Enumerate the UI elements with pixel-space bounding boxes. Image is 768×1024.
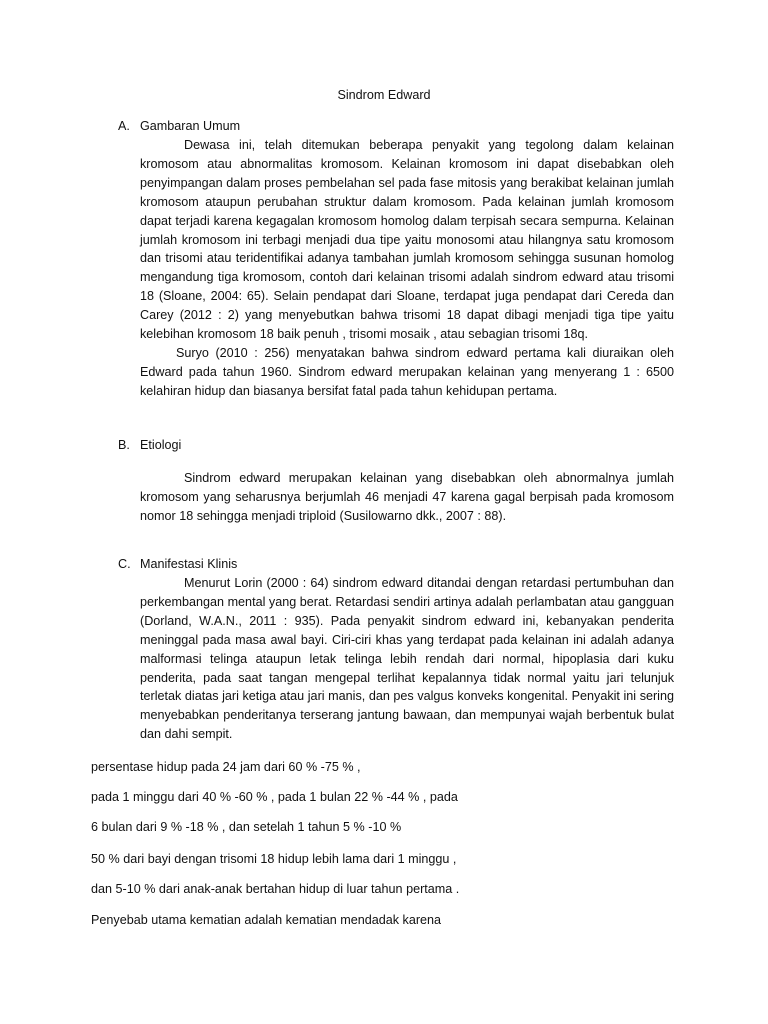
section-gambaran-umum (118, 117, 678, 401)
paragraph: Suryo (2010 : 256) menyatakan bahwa sindrom edward pertama kali diuraikan oleh Edward pada tahun 1960. Sindrom edward merupakan kelainan yang menyerang 1 : 6500 kelahiran hidup dan biasanya bersifat fatal pada tahun kehidupan pertama. (140, 345, 674, 398)
section-body (140, 574, 674, 744)
paragraph: Dewasa ini, telah ditemukan beberapa penyakit yang tegolong dalam kelainan kromosom atau abnormalitas kromosom. Kelainan kromosom ini dapat disebabkan oleh penyimpangan dalam proses pembelahan sel pada fase mitosis yang berakibat kelainan jumlah kromosom ataupun perubahan struktur dalam kromosom. Pada kelainan jumlah kromosom dapat terjadi karena kegagalan kromosom homolog dalam terpisah secara sempurna. Kelainan jumlah kromosom ini terbagi menjadi dua tipe yaitu monosomi atau hilangnya satu kromosom dan trisomi atau teridentifikai adanya tambahan jumlah kromosom sehingga susunan homolog mengandung tiga kromosom, contoh dari kelainan trisomi adalah sindrom edward atau trisomi 18 (Sloane, 2004: 65). Selain pendapat dari Sloane, terdapat juga pendapat dari Cereda dan Carey (2012 : 2) yang menyebutkan bahwa trisomi 18 dapat dibagi menjadi tiga tipe yaitu kelebihan kromosom 18 baik penuh , trisomi mosaik , atau sebagian trisomi 18q. (140, 138, 674, 342)
section-body (140, 469, 674, 526)
note-line: Penyebab utama kematian adalah kematian mendadak karena (91, 913, 442, 927)
section-title: Gambaran Umum (140, 119, 241, 133)
note-line: dan 5-10 % dari anak-anak bertahan hidup di luar tahun pertama . (91, 882, 460, 896)
section-title: Etiologi (140, 438, 182, 452)
section-heading (118, 555, 678, 574)
section-letter: C. (118, 557, 131, 571)
section-body (140, 136, 674, 401)
document-title: Sindrom Edward (337, 88, 431, 102)
note-line: persentase hidup pada 24 jam dari 60 % -75 % , (91, 760, 361, 774)
paragraph: Menurut Lorin (2000 : 64) sindrom edward ditandai dengan retardasi pertumbuhan dan perkembangan mental yang berat. Retardasi sendiri artinya adalah perlambatan atau gangguan (Dorland, W.A.N., 2011 : 935). Pada penyakit sindrom edward ini, kebanyakan penderita meninggal pada masa awal bayi. Ciri-ciri khas yang terdapat pada kelainan ini adalah adanya malformasi telinga ataupun letak telinga lebih rendah dari normal, hipoplasia dari kuku penderita, pada saat tangan mengepal terlihat kepalannya tidak normal yaitu jari telunjuk terletak diatas jari ketiga atau jari manis, dan pes valgus konveks kongenital. Penyakit ini sering menyebabkan penderitanya terserang jantung bawaan, dan mempunyai wajah berbentuk bulat dan dahi sempit. (140, 576, 674, 742)
section-manifestasi-klinis (118, 555, 678, 744)
section-letter: B. (118, 438, 130, 452)
paragraph: Sindrom edward merupakan kelainan yang disebabkan oleh abnormalnya jumlah kromosom yang seharusnya berjumlah 46 menjadi 47 karena gagal berpisah pada kromosom nomor 18 sehingga menjadi triploid (Susilowarno dkk., 2007 : 88). (140, 471, 674, 523)
section-heading (118, 436, 678, 455)
note-line: 50 % dari bayi dengan trisomi 18 hidup lebih lama dari 1 minggu , (91, 852, 457, 866)
note-line: 6 bulan dari 9 % -18 % , dan setelah 1 tahun 5 % -10 % (91, 820, 402, 834)
note-line: pada 1 minggu dari 40 % -60 % , pada 1 bulan 22 % -44 % , pada (91, 790, 458, 804)
section-etiologi (118, 436, 678, 526)
section-letter: A. (118, 119, 130, 133)
section-heading (118, 117, 678, 136)
section-title: Manifestasi Klinis (140, 557, 238, 571)
